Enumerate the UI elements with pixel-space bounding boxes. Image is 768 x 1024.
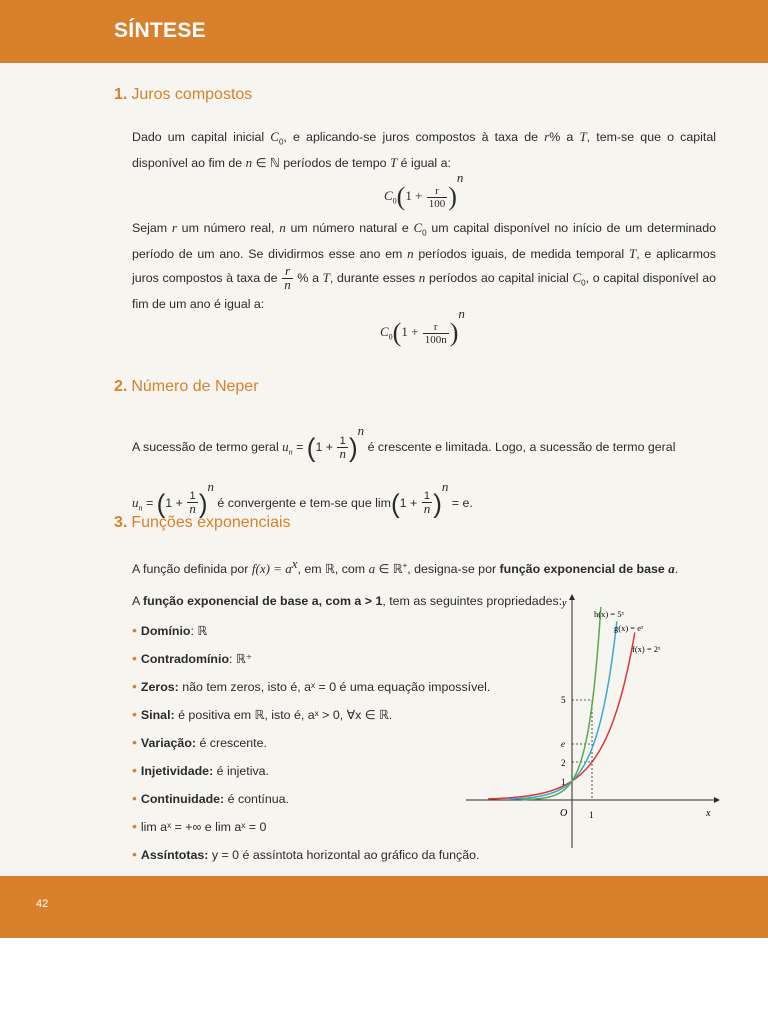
list-item: • Injetividade: é injetiva. — [132, 762, 269, 778]
paragraph-periods: Sejam r um número real, n um número natural e $C_0$ um capital disponível no início de um determinado período de um ano. Se dividirmos esse ano em n períodos iguais, de medida temporal T, e aplicarmos juros compostos à taxa de $\frac{r}{n}$ % a T, durante esses n períodos ao capital inicial $C_0$, o capital disponível ao fim de um ano é igual a: — [132, 220, 716, 311]
list-item: • Contradomínio: ℝ⁺ — [132, 650, 253, 666]
section-title: Número de Neper — [131, 378, 259, 395]
label-h: h(x) = 5ˣ — [594, 609, 624, 619]
tick-y-5: 5 — [561, 695, 566, 705]
x-axis-arrow — [714, 797, 720, 803]
section-heading-1 — [114, 86, 252, 104]
paragraph-exp-definition: A função definida por $f(x) = a^x$, em ℝ, com a ∈ ℝ+, designa-se por função exponencial de base a. — [132, 556, 679, 577]
tick-y-2: 2 — [561, 758, 566, 768]
section-number: 2. — [114, 378, 128, 395]
section-title: Juros compostos — [131, 86, 253, 103]
list-item: • lim aˣ = +∞ e lim aˣ = 0 — [132, 818, 267, 834]
origin-label: O — [560, 808, 568, 819]
tick-y-1: 1 — [561, 777, 566, 787]
formula-compound-interest: $C_0(1$ + $\frac{r}{100}$ )$^n$ — [384, 170, 464, 212]
list-item: • Assíntotas: y = 0 é assíntota horizontal ao gráfico da função. — [132, 846, 480, 862]
curve-g-ex — [508, 622, 617, 800]
page-number: 42 — [36, 898, 49, 910]
footer-bar — [0, 876, 768, 938]
exponential-graph — [462, 592, 720, 852]
section-number: 1. — [114, 86, 128, 103]
section-heading-3 — [114, 514, 291, 532]
section-heading-2 — [114, 378, 259, 396]
list-item: • Domínio: ℝ — [132, 622, 208, 638]
paragraph-compound-interest: Dado um capital inicial $C_0$, e aplicando-se juros compostos à taxa de r% a T, tem-se que o capital disponível ao fim de n ∈ ℕ períodos de tempo T é igual a: — [132, 129, 716, 171]
label-g: g(x) = eˣ — [614, 623, 644, 633]
y-axis-label: y — [562, 598, 567, 609]
list-item: • Continuidade: é contínua. — [132, 790, 289, 806]
list-item: • Zeros: não tem zeros, isto é, aˣ = 0 é uma equação impossível. — [132, 678, 491, 694]
x-axis-label: x — [706, 808, 711, 819]
list-item: • Variação: é crescente. — [132, 734, 267, 750]
label-f: f(x) = 2ˣ — [632, 644, 661, 654]
page-title: SÍNTESE — [114, 19, 206, 42]
formula-compound-interest-periods: $C_0(1$ + $\frac{r}{100n}$ )$^n$ — [380, 306, 465, 348]
tick-x-1: 1 — [589, 810, 594, 820]
section-number: 3. — [114, 514, 128, 531]
list-item: • Sinal: é positiva em ℝ, isto é, aˣ > 0, ∀x ∈ ℝ. — [132, 706, 393, 722]
section-title: Funções exponenciais — [131, 514, 291, 531]
properties-intro: A função exponencial de base a, com a > 1, tem as seguintes propriedades: — [132, 594, 563, 608]
tick-y-e: e — [561, 739, 565, 749]
header-bar — [0, 0, 768, 63]
paragraph-neper: A sucessão de termo geral $u_n = (1$ + $\frac{1}{n}$ )$^n$ é crescente e limitada. Logo, a sucessão de termo geral $u_n = (1$ + $\frac{1}{n}$ )$^n$ é convergente e tem-se que lim(1 + $\frac{1}{n}$ )$^n$ = e. — [132, 423, 676, 519]
y-axis-arrow — [569, 594, 575, 600]
